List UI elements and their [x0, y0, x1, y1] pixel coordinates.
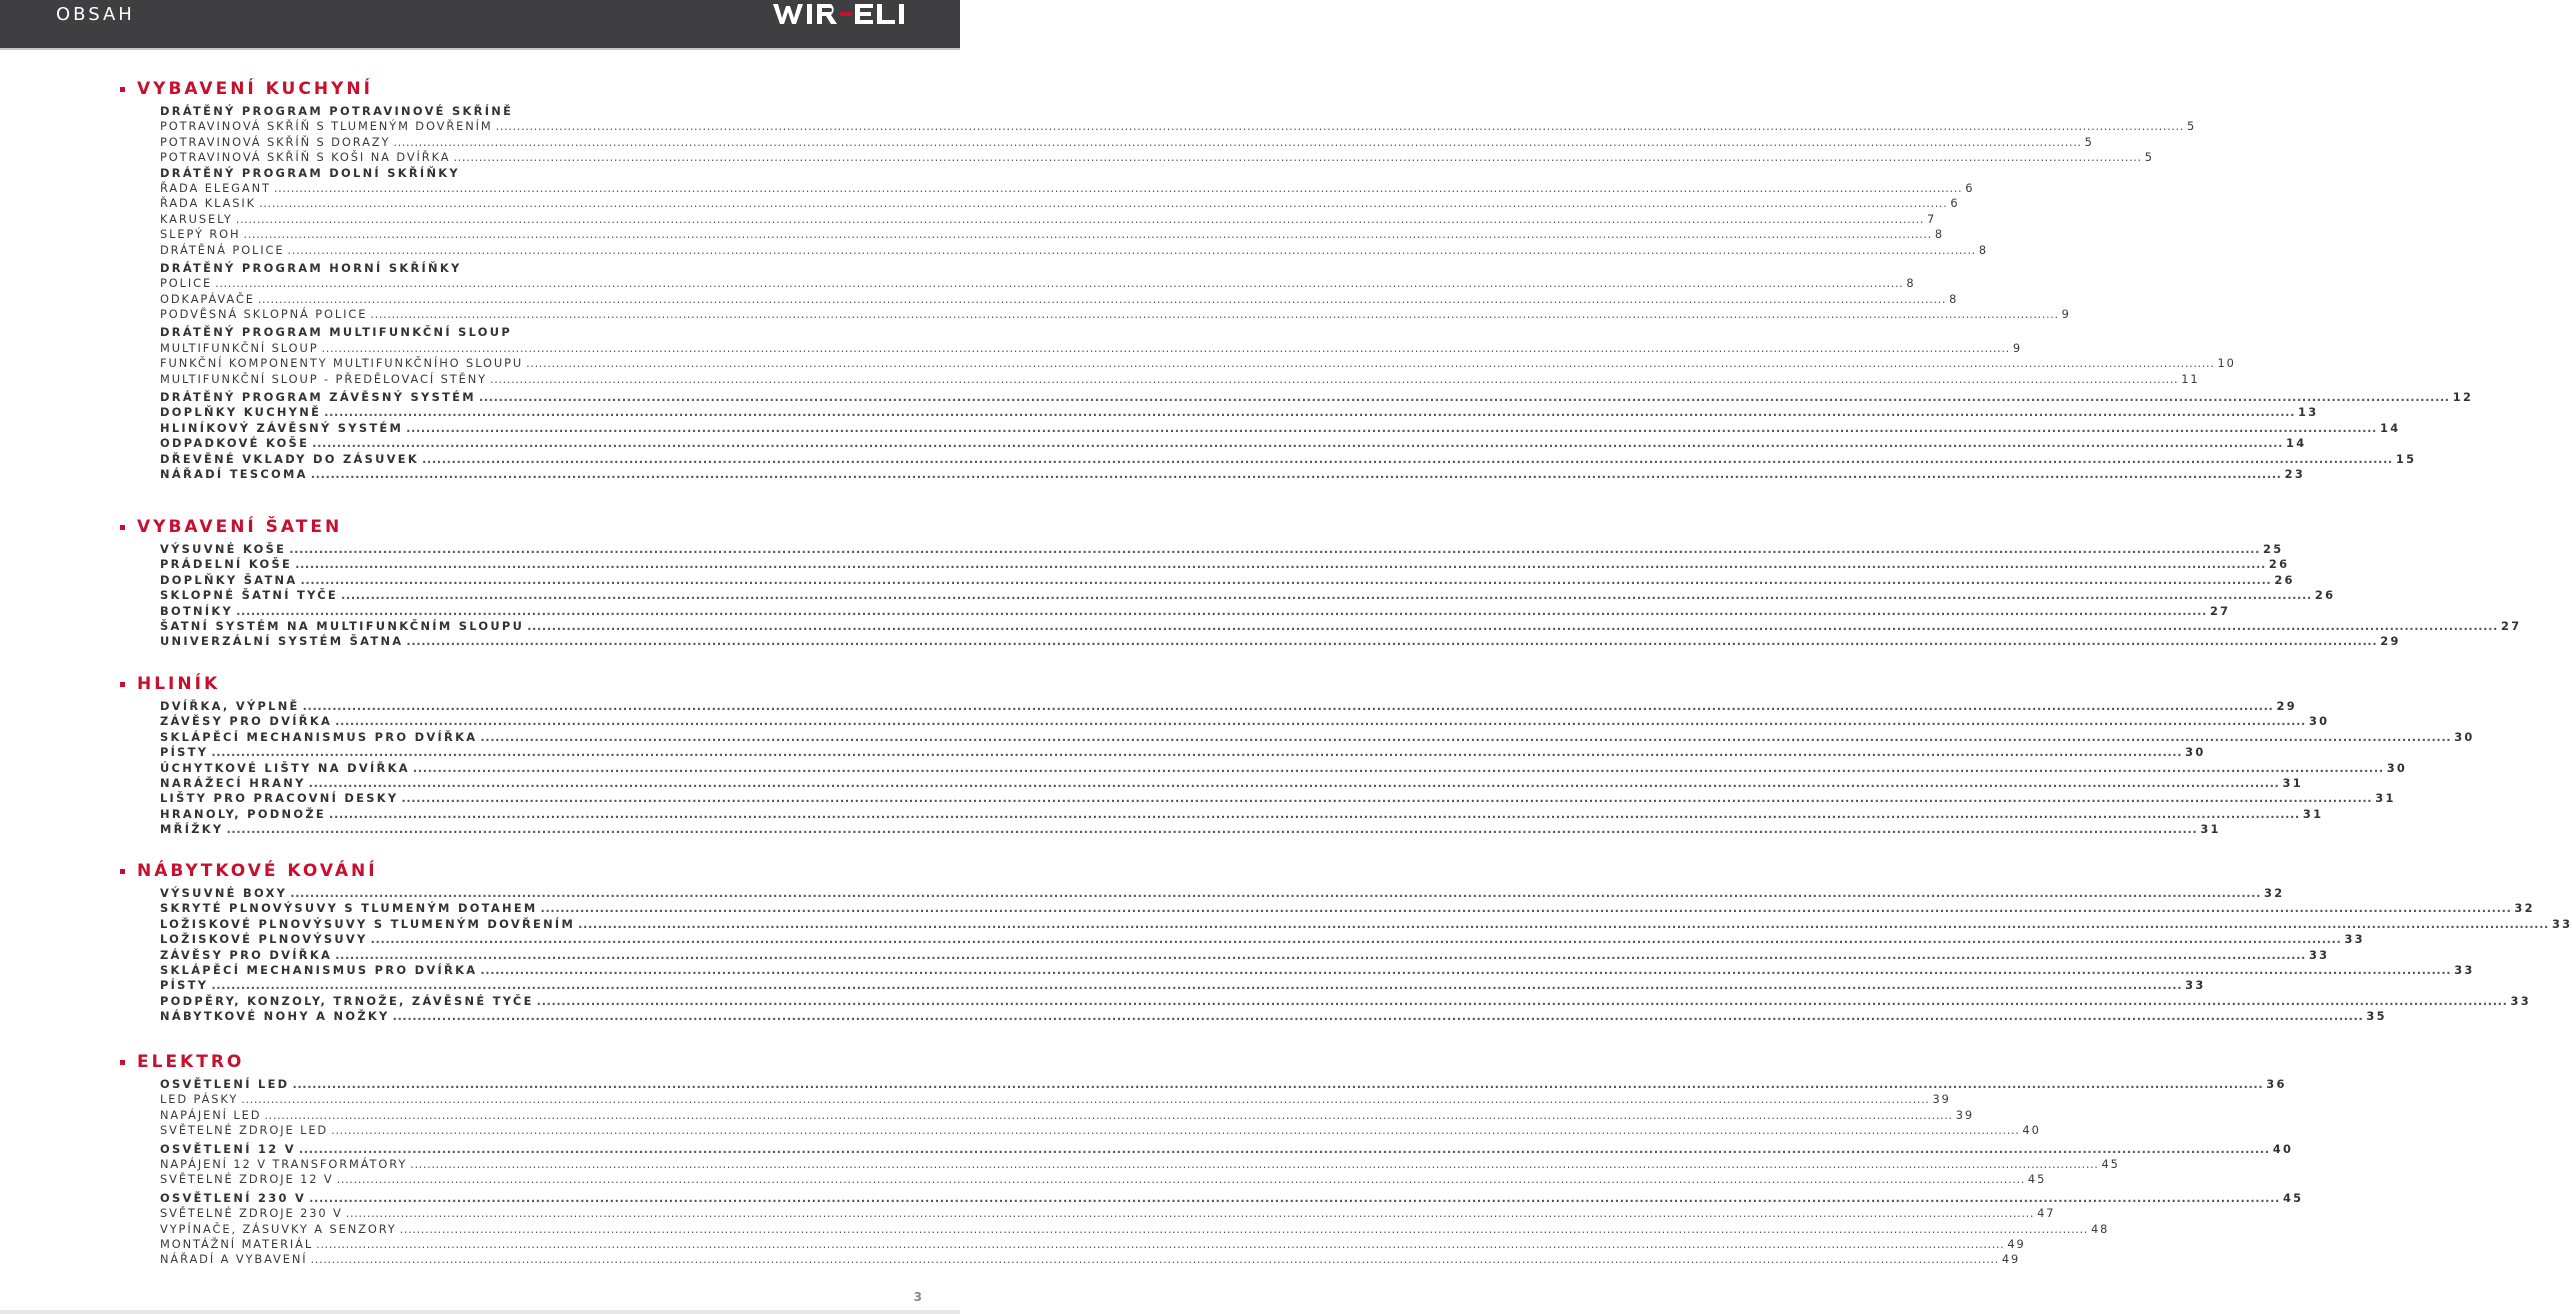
toc-entry-page: 26	[2268, 557, 2290, 572]
toc-entry[interactable]	[160, 1190, 2304, 1206]
toc-entry[interactable]	[160, 745, 2206, 760]
toc-entry-page: 13	[2298, 405, 2319, 420]
toc-entry-page: 31	[2375, 791, 2396, 806]
dot-leader: ................................................................................................................................................................................................................................................................................................................................................................................................................	[406, 634, 2378, 649]
toc-entry[interactable]	[160, 340, 2022, 356]
toc-entry-page: 29	[2380, 634, 2401, 649]
dot-leader: ................................................................................................................................................................................................................................................................................................................................................................................................................	[335, 947, 2306, 962]
toc-entry-title: SKLOPNÉ ŠATNÍ TYČE	[160, 588, 338, 603]
toc-entry[interactable]	[160, 1141, 2294, 1157]
toc-entry-title: DŘEVĚNÉ VKLADY DO ZÁSUVEK	[160, 451, 419, 466]
section-heading	[120, 860, 866, 882]
toc-entry-page: 6	[1965, 180, 1975, 195]
toc-entry[interactable]	[160, 1123, 2041, 1138]
toc-entry[interactable]	[160, 356, 2236, 371]
toc-entry-title: LED PÁSKY	[160, 1092, 239, 1107]
dot-leader: ................................................................................................................................................................................................................................................................................................................................................................................................................	[392, 1009, 2364, 1024]
dot-leader: ................................................................................................................................................................................................................................................................................................................................................................................................................	[236, 603, 2207, 618]
toc-entry-title: PODVĚSNÁ SKLOPNÁ POLICE	[160, 307, 368, 322]
toc-entry-title: VÝSUVNÉ BOXY	[160, 886, 288, 900]
toc-entry-page: 26	[2274, 572, 2295, 587]
toc-entry-page: 23	[2284, 466, 2306, 481]
toc-entry-title: MULTIFUNKČNÍ SLOUP - PŘEDĚLOVACÍ STĚNY	[160, 371, 487, 386]
toc-entry-title: OSVĚTLENÍ LED	[160, 1077, 290, 1091]
toc-entry-title: DRÁTĚNÝ PROGRAM HORNÍ SKŘÍŇKY	[160, 260, 462, 275]
toc-entry[interactable]	[160, 436, 2307, 451]
toc-entry-page: 32	[2514, 901, 2535, 916]
dot-leader: ................................................................................................................................................................................................................................................................................................................................................................................................................	[298, 1141, 2270, 1156]
toc-entry-title: HLINÍKOVÝ ZÁVĚSNÝ SYSTÉM	[160, 420, 404, 435]
dot-leader: ................................................................................................................................................................................................................................................................................................................................................................................................................	[308, 775, 2280, 790]
dot-leader: ................................................................................................................................................................................................................................................................................................................................................................................................................	[370, 307, 2059, 322]
toc-entry-title: MŘÍŽKY	[160, 822, 224, 837]
square-bullet-icon	[120, 525, 125, 530]
toc-entry[interactable]	[160, 1092, 1951, 1107]
toc-entry[interactable]	[160, 729, 2475, 745]
toc-entry[interactable]	[160, 261, 866, 276]
toc-entry[interactable]	[160, 104, 866, 119]
toc-entry-title: ÚCHYTKOVÉ LIŠTY NA DVÍŘKA	[160, 760, 410, 775]
dot-leader: ................................................................................................................................................................................................................................................................................................................................................................................................................	[399, 1221, 2088, 1236]
toc-entry[interactable]	[160, 1009, 2387, 1024]
toc-entry[interactable]	[160, 806, 2324, 822]
toc-entry[interactable]	[160, 166, 866, 181]
toc-entry-title: DRÁTĚNÝ PROGRAM DOLNÍ SKŘÍŇKY	[160, 165, 460, 180]
toc-entry-title: ODPADKOVÉ KOŠE	[160, 436, 310, 451]
toc-entry[interactable]	[160, 822, 2221, 837]
dot-leader: ................................................................................................................................................................................................................................................................................................................................................................................................................	[393, 134, 2082, 149]
toc-entry-title: SKLÁPĚCÍ MECHANISMUS PRO DVÍŘKA	[160, 962, 478, 977]
toc-entry-title: NÁŘADÍ TESCOMA	[160, 466, 308, 481]
dot-leader: ................................................................................................................................................................................................................................................................................................................................................................................................................	[241, 1092, 1930, 1107]
toc-entry-title: OSVĚTLENÍ 12 V	[160, 1141, 296, 1156]
toc-entry[interactable]	[160, 993, 2531, 1009]
toc-entry[interactable]	[160, 180, 1975, 196]
toc-entry-page: 48	[2090, 1221, 2110, 1236]
dot-leader: ................................................................................................................................................................................................................................................................................................................................................................................................................	[289, 542, 2261, 556]
toc-entry[interactable]	[160, 775, 2303, 791]
dot-leader: ................................................................................................................................................................................................................................................................................................................................................................................................................	[324, 405, 2295, 420]
dot-leader: ................................................................................................................................................................................................................................................................................................................................................................................................................	[329, 806, 2300, 821]
toc-entry-title: DVÍŘKA, VÝPLNĚ	[160, 699, 300, 713]
toc-entry-title: MONTÁŽNÍ MATERIÁL	[160, 1236, 314, 1251]
toc-entry-page: 33	[2551, 916, 2572, 931]
section-title: VYBAVENÍ ŠATEN	[137, 517, 343, 537]
toc-entry-page: 49	[2007, 1236, 2026, 1251]
toc-entry-title: SVĚTELNÉ ZDROJE LED	[160, 1123, 329, 1138]
toc-entry-title: ZÁVĚSY PRO DVÍŘKA	[160, 947, 333, 962]
section-heading	[120, 78, 866, 100]
toc-entry[interactable]	[160, 603, 2231, 619]
toc-entry[interactable]	[160, 572, 2295, 588]
dot-leader: ................................................................................................................................................................................................................................................................................................................................................................................................................	[422, 451, 2393, 466]
dot-leader: ................................................................................................................................................................................................................................................................................................................................................................................................................	[478, 390, 2450, 405]
toc-entry-page: 30	[2185, 745, 2206, 760]
dot-leader: ................................................................................................................................................................................................................................................................................................................................................................................................................	[335, 714, 2306, 729]
toc-entry-page: 14	[2286, 436, 2307, 451]
toc-entry-page: 31	[2302, 806, 2324, 821]
dot-leader: ................................................................................................................................................................................................................................................................................................................................................................................................................	[226, 822, 2198, 837]
toc-section	[120, 78, 2474, 482]
toc-entry-page: 39	[1955, 1107, 1975, 1122]
toc-entry-page: 30	[2308, 714, 2330, 729]
toc-entry-page: 45	[2027, 1172, 2047, 1187]
toc-entry[interactable]	[160, 196, 1960, 211]
dot-leader: ................................................................................................................................................................................................................................................................................................................................................................................................................	[527, 618, 2498, 633]
toc-entry-page: 33	[2454, 962, 2475, 977]
toc-entry[interactable]	[160, 1156, 2120, 1172]
toc-entry-page: 5	[2186, 119, 2197, 134]
toc-entry-title: VYPÍNAČE, ZÁSUVKY A SENZORY	[160, 1221, 397, 1236]
toc-entry[interactable]	[160, 451, 2417, 467]
toc-entry-page: 31	[2200, 822, 2221, 837]
toc-entry-page: 29	[2276, 699, 2297, 713]
toc-entry[interactable]	[160, 466, 2306, 482]
dot-leader: ................................................................................................................................................................................................................................................................................................................................................................................................................	[578, 916, 2549, 931]
toc-entry[interactable]	[160, 242, 1988, 258]
toc-entry[interactable]	[160, 276, 1916, 291]
toc-entry-title: SVĚTELNÉ ZDROJE 230 V	[160, 1206, 343, 1221]
section-title: ELEKTRO	[137, 1052, 245, 1072]
toc-entry-title: UNIVERZÁLNÍ SYSTÉM ŠATNA	[160, 634, 404, 649]
toc-entry-title: DRÁTĚNÝ PROGRAM POTRAVINOVÉ SKŘÍNĚ	[160, 104, 514, 118]
toc-entry-page: 45	[2282, 1190, 2304, 1205]
toc-entry-title: POTRAVINOVÁ SKŘÍŇ S DORAZY	[160, 134, 391, 149]
section-heading	[120, 673, 866, 695]
toc-entry-title: LOŽISKOVÉ PLNOVÝSUVY	[160, 932, 368, 947]
toc-entry-page: 40	[2022, 1123, 2041, 1138]
toc-entry-title: OSVĚTLENÍ 230 V	[160, 1190, 307, 1205]
square-bullet-icon	[120, 87, 125, 92]
toc-entry[interactable]	[160, 325, 866, 340]
dot-leader: ................................................................................................................................................................................................................................................................................................................................................................................................................	[410, 1156, 2099, 1171]
toc-entry-title: DRÁTĚNÝ PROGRAM MULTIFUNKČNÍ SLOUP	[160, 325, 512, 340]
toc-entry-page: 30	[2386, 760, 2408, 775]
toc-entry-title: NARÁŽECÍ HRANY	[160, 775, 306, 790]
toc-entry-page: 33	[2308, 947, 2330, 962]
dot-leader: ................................................................................................................................................................................................................................................................................................................................................................................................................	[370, 932, 2342, 947]
toc-entry-page: 9	[2012, 340, 2022, 355]
toc-entry-page: 33	[2185, 978, 2206, 993]
dot-leader: ................................................................................................................................................................................................................................................................................................................................................................................................................	[336, 1172, 2025, 1187]
toc-entry[interactable]	[160, 791, 2396, 806]
dot-leader: ................................................................................................................................................................................................................................................................................................................................................................................................................	[331, 1123, 2020, 1138]
toc-entry-page: 7	[1927, 211, 1937, 226]
toc-entry-page: 14	[2379, 420, 2401, 435]
square-bullet-icon	[120, 1060, 125, 1065]
dot-leader: ................................................................................................................................................................................................................................................................................................................................................................................................................	[259, 196, 1948, 211]
toc-entry-page: 6	[1950, 196, 1960, 211]
toc-entry[interactable]	[160, 371, 2200, 387]
toc-entry[interactable]	[160, 714, 2330, 729]
toc-entry-page: 35	[2366, 1009, 2387, 1024]
toc-entry[interactable]	[160, 1206, 2056, 1221]
toc-entry[interactable]	[160, 947, 2330, 963]
toc-entry-title: LIŠTY PRO PRACOVNÍ DESKY	[160, 791, 399, 806]
dot-leader: ................................................................................................................................................................................................................................................................................................................................................................................................................	[211, 978, 2183, 993]
toc-entry[interactable]	[160, 420, 2401, 436]
header-bar	[0, 0, 960, 48]
dot-leader: ................................................................................................................................................................................................................................................................................................................................................................................................................	[312, 436, 2283, 451]
toc-entry-title: POTRAVINOVÁ SKŘÍŇ S TLUMENÝM DOVŘENÍM	[160, 119, 493, 134]
toc-entry-title: HRANOLY, PODNOŽE	[160, 806, 327, 821]
toc-entry-page: 8	[1978, 242, 1988, 257]
toc-entry-page: 49	[2001, 1252, 2021, 1267]
square-bullet-icon	[120, 682, 125, 687]
toc-entry-title: NÁBYTKOVÉ NOHY A NOŽKY	[160, 1009, 390, 1024]
toc-entry-page: 8	[1934, 227, 1944, 242]
wireli-logo	[771, 0, 911, 28]
dot-leader: ................................................................................................................................................................................................................................................................................................................................................................................................................	[292, 1077, 2264, 1091]
toc-entry-title: DRÁTĚNÁ POLICE	[160, 242, 285, 257]
toc-entry-page: 25	[2263, 542, 2284, 556]
toc-entry-page: 27	[2209, 603, 2231, 618]
toc-entry-title: SKLÁPĚCÍ MECHANISMUS PRO DVÍŘKA	[160, 729, 478, 744]
dot-leader: ................................................................................................................................................................................................................................................................................................................................................................................................................	[310, 1252, 1999, 1267]
toc-entry-page: 8	[1906, 276, 1916, 291]
toc-entry[interactable]	[160, 932, 2365, 947]
page-title: OBSAH	[56, 4, 135, 25]
dot-leader: ................................................................................................................................................................................................................................................................................................................................................................................................................	[321, 340, 2010, 355]
toc-entry[interactable]	[160, 1172, 2047, 1187]
toc-entry-title: NAPÁJENÍ LED	[160, 1107, 262, 1122]
toc-entry[interactable]	[160, 962, 2475, 978]
toc-entry-title: ŘADA ELEGANT	[160, 180, 271, 195]
toc-entry[interactable]	[160, 390, 2474, 405]
toc-entry[interactable]	[160, 1077, 2287, 1092]
toc-entry[interactable]	[160, 1252, 2021, 1267]
square-bullet-icon	[120, 869, 125, 874]
toc-entry[interactable]	[160, 134, 2094, 150]
toc-entry-title: ODKAPÁVAČE	[160, 291, 255, 306]
toc-entry-title: POLICE	[160, 276, 213, 291]
toc-entry[interactable]	[160, 978, 2206, 993]
toc-entry-title: ŠATNÍ SYSTÉM NA MULTIFUNKČNÍM SLOUPU	[160, 618, 525, 633]
toc-entry-page: 26	[2314, 588, 2336, 603]
toc-entry-title: PODPĚRY, KONZOLY, TRNOŽE, ZÁVĚSNÉ TYČE	[160, 993, 534, 1008]
toc-entry-page: 33	[2510, 993, 2531, 1008]
toc-entry-page: 32	[2264, 886, 2285, 900]
dot-leader: ................................................................................................................................................................................................................................................................................................................................................................................................................	[495, 119, 2184, 134]
section-title: NÁBYTKOVÉ KOVÁNÍ	[137, 861, 378, 881]
toc-entry-title: KARUSELY	[160, 211, 233, 226]
toc-entry-page: 33	[2344, 932, 2365, 947]
dot-leader: ................................................................................................................................................................................................................................................................................................................................................................................................................	[243, 227, 1932, 242]
toc-section	[120, 860, 2572, 1025]
toc-entry-page: 31	[2282, 775, 2303, 790]
section-heading	[120, 1051, 866, 1073]
toc-entry[interactable]	[160, 211, 1937, 227]
dot-leader: ................................................................................................................................................................................................................................................................................................................................................................................................................	[489, 371, 2179, 386]
dot-leader: ................................................................................................................................................................................................................................................................................................................................................................................................................	[345, 1206, 2035, 1221]
dot-leader: ................................................................................................................................................................................................................................................................................................................................................................................................................	[300, 572, 2272, 587]
toc-entry-page: 8	[1949, 291, 1959, 306]
section-title: HLINÍK	[137, 674, 221, 694]
toc-entry[interactable]	[160, 916, 2572, 932]
toc-entry-title: LOŽISKOVÉ PLNOVÝSUVY S TLUMENÝM DOVŘENÍM	[160, 916, 576, 931]
footer-divider	[0, 1310, 960, 1314]
dot-leader: ................................................................................................................................................................................................................................................................................................................................................................................................................	[235, 211, 1925, 226]
section-title: VYBAVENÍ KUCHYNÍ	[137, 79, 373, 99]
dot-leader: ................................................................................................................................................................................................................................................................................................................................................................................................................	[257, 291, 1947, 306]
toc-entry-title: POTRAVINOVÁ SKŘÍŇ S KOŠI NA DVÍŘKA	[160, 150, 451, 165]
dot-leader: ................................................................................................................................................................................................................................................................................................................................................................................................................	[480, 962, 2452, 977]
dot-leader: ................................................................................................................................................................................................................................................................................................................................................................................................................	[309, 1190, 2280, 1205]
toc-entry-page: 36	[2266, 1077, 2287, 1091]
toc-entry-page: 30	[2454, 729, 2475, 744]
toc-entry-page: 39	[1932, 1092, 1951, 1107]
header-divider	[0, 48, 960, 50]
toc-entry-page: 45	[2101, 1156, 2120, 1171]
toc-section	[120, 673, 2475, 838]
toc-entry[interactable]	[160, 291, 1959, 307]
toc-entry-title: PRÁDELNÍ KOŠE	[160, 557, 293, 572]
toc-entry-page: 12	[2452, 390, 2474, 405]
toc-entry-page: 40	[2272, 1141, 2294, 1156]
toc-entry-page: 27	[2500, 618, 2522, 633]
toc-entry-page: 9	[2061, 307, 2071, 322]
toc-entry[interactable]	[160, 542, 2284, 557]
dot-leader: ................................................................................................................................................................................................................................................................................................................................................................................................................	[406, 420, 2377, 435]
toc-entry-title: DRÁTĚNÝ PROGRAM ZÁVĚSNÝ SYSTÉM	[160, 390, 476, 405]
dot-leader: ................................................................................................................................................................................................................................................................................................................................................................................................................	[540, 901, 2512, 916]
toc-entry-page: 5	[2144, 150, 2154, 165]
toc-entry-title: MULTIFUNKČNÍ SLOUP	[160, 340, 319, 355]
toc-entry[interactable]	[160, 886, 2285, 901]
dot-leader: ................................................................................................................................................................................................................................................................................................................................................................................................................	[316, 1236, 2005, 1251]
toc-entry[interactable]	[160, 150, 2154, 165]
toc-entry-page: 5	[2084, 134, 2094, 149]
toc-entry[interactable]	[160, 557, 2290, 572]
toc-entry-page: 11	[2181, 371, 2200, 386]
toc-entry-title: DOPLŇKY ŠATNA	[160, 572, 298, 587]
section-heading	[120, 516, 866, 538]
dot-leader: ................................................................................................................................................................................................................................................................................................................................................................................................................	[401, 791, 2373, 806]
dot-leader: ................................................................................................................................................................................................................................................................................................................................................................................................................	[273, 180, 1963, 195]
toc-entry[interactable]	[160, 699, 2297, 714]
dot-leader: ................................................................................................................................................................................................................................................................................................................................................................................................................	[412, 760, 2384, 775]
toc-entry-page: 15	[2395, 451, 2417, 466]
dot-leader: ................................................................................................................................................................................................................................................................................................................................................................................................................	[526, 356, 2215, 371]
toc-entry-title: SLEPÝ ROH	[160, 227, 241, 242]
toc-entry-title: PÍSTY	[160, 978, 209, 993]
toc-entry[interactable]	[160, 588, 2336, 603]
dot-leader: ................................................................................................................................................................................................................................................................................................................................................................................................................	[264, 1107, 1953, 1122]
toc-entry[interactable]	[160, 634, 2401, 649]
toc-entry-page: 10	[2217, 356, 2236, 371]
toc-entry[interactable]	[160, 227, 1944, 242]
dot-leader: ................................................................................................................................................................................................................................................................................................................................................................................................................	[211, 745, 2183, 760]
toc-entry[interactable]	[160, 405, 2319, 420]
toc-entry[interactable]	[160, 618, 2522, 634]
toc-entry-title: PÍSTY	[160, 745, 209, 760]
dot-leader: ................................................................................................................................................................................................................................................................................................................................................................................................................	[341, 588, 2312, 603]
dot-leader: ................................................................................................................................................................................................................................................................................................................................................................................................................	[302, 699, 2274, 713]
toc-section	[120, 516, 2522, 650]
toc-entry[interactable]	[160, 119, 2197, 134]
toc-entry[interactable]	[160, 760, 2408, 776]
toc-entry-title: NAPÁJENÍ 12 V TRANSFORMÁTORY	[160, 1156, 408, 1171]
dot-leader: ................................................................................................................................................................................................................................................................................................................................................................................................................	[287, 242, 1976, 257]
toc-entry-title: ŘADA KLASIK	[160, 196, 257, 211]
toc-entry-title: VÝSUVNÉ KOŠE	[160, 542, 287, 556]
dot-leader: ................................................................................................................................................................................................................................................................................................................................................................................................................	[310, 466, 2282, 481]
toc-entry[interactable]	[160, 901, 2535, 916]
dot-leader: ................................................................................................................................................................................................................................................................................................................................................................................................................	[215, 276, 1904, 291]
toc-entry-title: DOPLŇKY KUCHYNĚ	[160, 405, 322, 420]
toc-entry-title: NÁŘADÍ A VYBAVENÍ	[160, 1252, 308, 1267]
toc-entry-title: SVĚTELNÉ ZDROJE 12 V	[160, 1172, 334, 1187]
toc-entry-title: SKRYTÉ PLNOVÝSUVY S TLUMENÝM DOTAHEM	[160, 901, 538, 916]
dot-leader: ................................................................................................................................................................................................................................................................................................................................................................................................................	[295, 557, 2266, 572]
dot-leader: ................................................................................................................................................................................................................................................................................................................................................................................................................	[290, 886, 2262, 900]
page-number: 3	[913, 1290, 922, 1304]
toc-entry[interactable]	[160, 1107, 1975, 1123]
toc-entry[interactable]	[160, 1221, 2110, 1237]
toc-entry-title: FUNKČNÍ KOMPONENTY MULTIFUNKČNÍHO SLOUPU	[160, 356, 524, 371]
toc-entry-title: ZÁVĚSY PRO DVÍŘKA	[160, 714, 333, 729]
toc-entry[interactable]	[160, 307, 2071, 322]
dot-leader: ................................................................................................................................................................................................................................................................................................................................................................................................................	[453, 150, 2142, 165]
toc-entry-title: BOTNÍKY	[160, 603, 234, 618]
toc-section	[120, 1051, 2304, 1268]
toc-entry[interactable]	[160, 1236, 2026, 1252]
dot-leader: ................................................................................................................................................................................................................................................................................................................................................................................................................	[480, 729, 2452, 744]
dot-leader: ................................................................................................................................................................................................................................................................................................................................................................................................................	[536, 993, 2508, 1008]
toc-entry-page: 47	[2037, 1206, 2056, 1221]
